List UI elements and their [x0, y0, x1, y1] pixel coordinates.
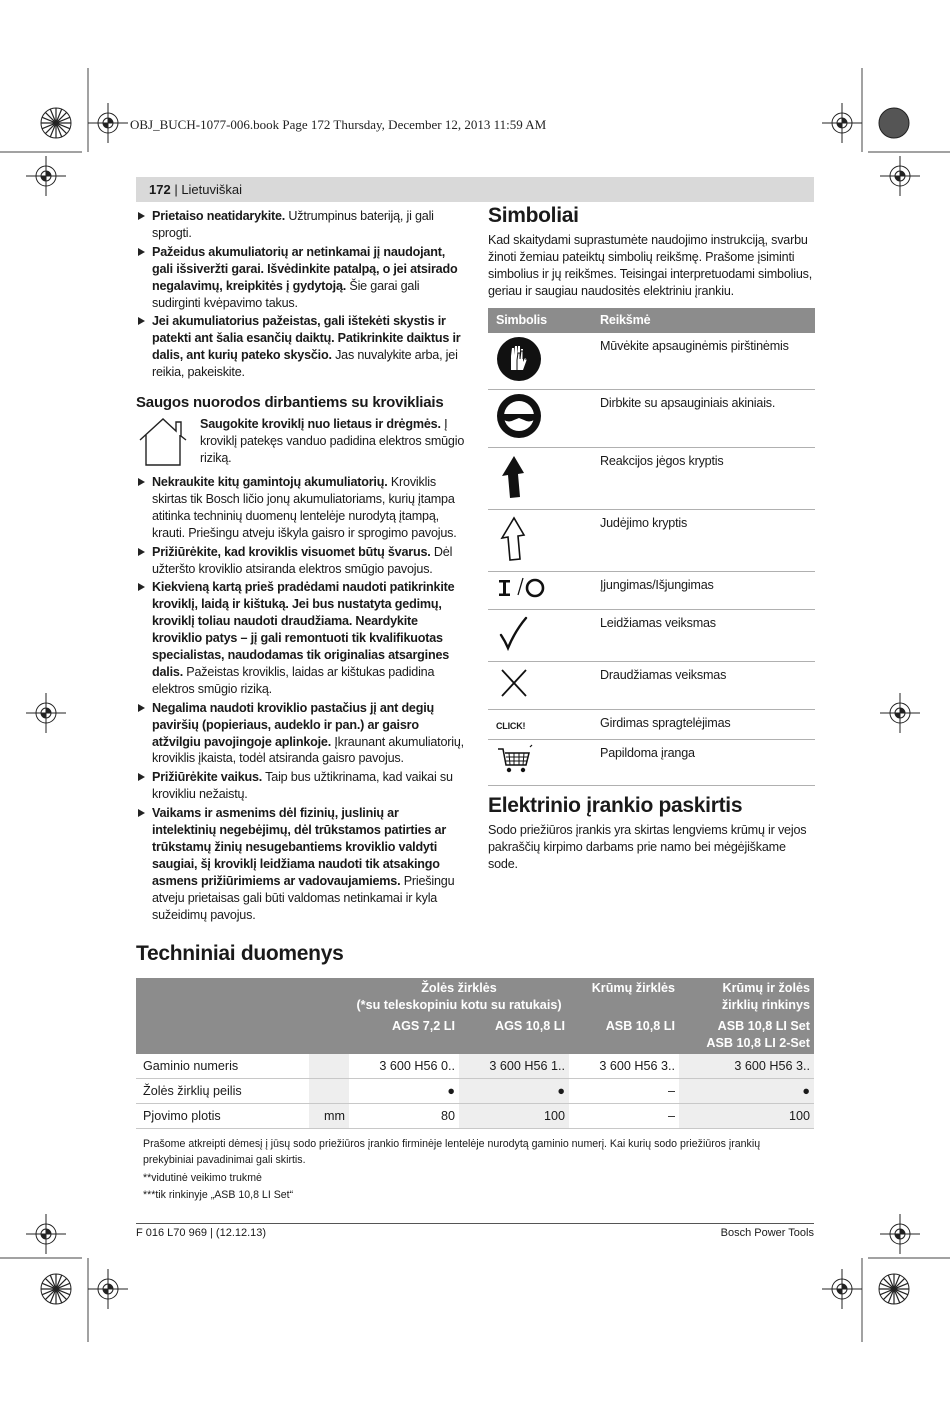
- row-label: Pjovimo plotis: [136, 1103, 309, 1128]
- bullet-arrow-icon: [138, 583, 145, 591]
- list-item: [136, 579, 466, 697]
- footer-brand: Bosch Power Tools: [720, 1227, 814, 1239]
- table-row: [136, 1054, 814, 1079]
- gloves-icon: [496, 336, 542, 382]
- note: Prašome atkreipti dėmesį į jūsų sodo priežiūros įrankio firminėje lentelėje nurodytą gaminio numerį. Kai kurių sodo priežiūros įrankių prekybiniai pavadinimai gali skirtis.: [143, 1138, 761, 1167]
- bullet-text: Pažeistas kroviklis, laidas ar kištukas padidina elektros smūgio riziką.: [152, 664, 435, 696]
- cell-value: 3 600 H56 3..: [569, 1054, 679, 1079]
- model-header: AGS 7,2 LI: [349, 1016, 459, 1054]
- tech-data-title: Techniniai duomenys: [136, 942, 344, 965]
- cell-value: ●: [459, 1078, 569, 1103]
- bullet-text: Įkraunant akumuliatorių, kroviklis įkaista, todėl atsiranda gaisro pavojus.: [152, 734, 464, 766]
- bullet-arrow-icon: [138, 548, 145, 556]
- bullet-bold: Jei akumuliatorius pažeistas, gali ištekėti skystis ir patekti ant šalia esančių daiktų. Patikrinkite daiktus ir dalis, ant kurių pateko skysčio.: [152, 314, 461, 363]
- bullet-arrow-icon: [138, 317, 145, 325]
- page-number: 172: [149, 182, 171, 197]
- footer-rule: [136, 1223, 814, 1224]
- symbol-meaning: Mūvėkite apsauginėmis pirštinėmis: [592, 333, 815, 390]
- bullet-arrow-icon: [138, 773, 145, 781]
- cart-icon: [496, 743, 536, 777]
- row-unit: [309, 1054, 349, 1079]
- table-row: [488, 448, 815, 510]
- left-column: [136, 208, 466, 926]
- grass-shears-sublabel: (*su teleskopiniu kotu su ratukais): [356, 997, 562, 1012]
- goggles-icon: [496, 393, 542, 439]
- purpose-text: Sodo priežiūros įrankis yra skirtas lengviems krūmų ir vejos pakraščių kirpimo darbams prie namo bei mėgėjiškame sode.: [488, 822, 807, 871]
- set-header: Krūmų ir žolės žirklių rinkinys: [679, 978, 814, 1016]
- header-empty: [136, 1016, 309, 1054]
- cell-value: 3 600 H56 0..: [349, 1054, 459, 1079]
- table-row: [488, 572, 815, 610]
- bullet-text: Šie garai gali sudirginti kvėpavimo takus.: [152, 278, 420, 310]
- bullet-text: Užtrumpinus bateriją, ji gali sprogti.: [152, 209, 434, 240]
- symbols-title: Simboliai: [488, 204, 579, 227]
- model-label: ASB 10,8 LI Set: [717, 1018, 810, 1033]
- symbol-meaning: Girdimas spragtelėjimas: [592, 709, 815, 739]
- table-row: [136, 1103, 814, 1128]
- cell-value: 3 600 H56 1..: [459, 1054, 569, 1079]
- note: **vidutinė veikimo trukmė: [143, 1171, 262, 1184]
- header-divider: |: [170, 182, 182, 197]
- model-header: ASB 10,8 LI: [569, 1016, 679, 1054]
- bullet-arrow-icon: [138, 478, 145, 486]
- bullet-arrow-icon: [138, 704, 145, 712]
- cell-value: –: [569, 1103, 679, 1128]
- list-item: [136, 208, 466, 242]
- page-header-band: [136, 177, 814, 202]
- bullet-text: Taip bus užtikrinama, kad vaikai su krovikliu nežaistų.: [152, 770, 453, 802]
- bullet-text: Priešingu atveju prietaisas gali būti valdomas netinkamai ir kyla sužeidimų pavojus.: [152, 873, 455, 922]
- bullet-bold: Prietaiso neatidarykite.: [152, 209, 286, 223]
- cell-value: –: [569, 1078, 679, 1103]
- note-bold: Saugokite kroviklį nuo lietaus ir drėgmės.: [200, 416, 441, 431]
- header-empty: [309, 978, 349, 1016]
- cell-value: 3 600 H56 3..: [679, 1054, 814, 1079]
- symbol-meaning: Reakcijos jėgos kryptis: [592, 448, 815, 510]
- purpose-title: Elektrinio įrankio paskirtis: [488, 793, 743, 817]
- table-row: [488, 333, 815, 390]
- row-label: Gaminio numeris: [136, 1054, 309, 1079]
- symbol-meaning: Dirbkite su apsauginiais akiniais.: [592, 390, 815, 448]
- symbol-meaning: Leidžiamas veiksmas: [592, 610, 815, 662]
- cell-value: 100: [679, 1103, 814, 1128]
- note: ***tik rinkinyje „ASB 10,8 LI Set“: [143, 1189, 294, 1202]
- symbols-table: [488, 308, 815, 786]
- list-item: [136, 769, 466, 803]
- cell-value: 100: [459, 1103, 569, 1128]
- header-empty: [309, 1016, 349, 1054]
- house-icon: [136, 416, 190, 468]
- note-text: Į kroviklį patekęs vanduo padidina elektros smūgio riziką.: [200, 416, 465, 465]
- bullet-bold: Pažeidus akumuliatorių ar netinkamai jį naudojant, gali išsiveržti garai. Išvėdinkite patalpą, o jei atsirado negalavimų, kreipkitės į gydytoją.: [152, 244, 458, 293]
- table-row: [488, 510, 815, 572]
- bullet-text: Dėl užteršto kroviklio atsiranda elektros smūgio pavojus.: [152, 544, 453, 576]
- print-header: OBJ_BUCH-1077-006.book Page 172 Thursday, December 12, 2013 11:59 AM: [130, 117, 547, 132]
- table-row: [136, 1078, 814, 1103]
- shrub-shears-header: Krūmų žirklės: [569, 978, 679, 1016]
- list-item: [136, 805, 466, 923]
- tech-notes: [143, 1136, 808, 1205]
- bullet-bold: Nekraukite kitų gamintojų akumuliatorių.: [152, 474, 388, 489]
- table-row: [488, 661, 815, 709]
- list-item: [136, 313, 466, 381]
- bullet-arrow-icon: [138, 248, 145, 256]
- movement-arrow-icon: [496, 513, 536, 563]
- row-unit: mm: [309, 1103, 349, 1128]
- list-item: [136, 544, 466, 578]
- table-row: [488, 390, 815, 448]
- symbol-meaning: Judėjimo kryptis: [592, 510, 815, 572]
- bullet-arrow-icon: [138, 809, 145, 817]
- bullet-bold: Negalima naudoti kroviklio pastačius jį ant degių paviršių (popieriaus, audeklo ir pan.) ar gaisro atžvilgiu pavojingoje aplinkoje.: [152, 700, 435, 749]
- check-icon: [496, 613, 536, 653]
- symbol-meaning: Papildoma įranga: [592, 739, 815, 785]
- list-item: [136, 474, 466, 542]
- table-row: [488, 739, 815, 785]
- click-icon: CLICK!: [496, 720, 526, 731]
- header-empty: [136, 978, 309, 1016]
- model-label: ASB 10,8 LI 2-Set: [706, 1035, 810, 1050]
- cell-value: ●: [679, 1078, 814, 1103]
- meaning-column-header: Reikšmė: [592, 308, 815, 333]
- row-label: Žolės žirklių peilis: [136, 1078, 309, 1103]
- list-item: [136, 700, 466, 768]
- right-column: [488, 204, 816, 872]
- tech-data-table: [136, 978, 814, 1129]
- symbol-meaning: Draudžiamas veiksmas: [592, 661, 815, 709]
- grass-shears-label: Žolės žirklės: [421, 981, 497, 995]
- list-item: [136, 244, 466, 312]
- bullet-text: Kroviklis skirtas tik Bosch ličio jonų akumuliatoriams, kurių įtampa atitinka techninių duomenų lentelėje nurodytą įtampą, krauti. Priešingu atveju iškyla gaisro ir sprogimo pavojus.: [152, 474, 457, 540]
- cell-value: ●: [349, 1078, 459, 1103]
- charger-safety-heading: Saugos nuorodos dirbantiems su krovikliais: [136, 394, 444, 412]
- symbol-meaning: Įjungimas/Išjungimas: [592, 572, 815, 610]
- bullet-arrow-icon: [138, 212, 145, 220]
- indoor-use-note: [136, 416, 466, 472]
- on-off-icon: [496, 575, 550, 601]
- symbols-intro: Kad skaitydami suprastumėte naudojimo instrukciją, svarbu žinoti žemiau pateiktų simbolių reikšmę. Prašome įsiminti simbolius ir jų reikšmes. Teisingai interpretuodami simbolius, geriau ir saugiau naudositės elektriniu įrankiu.: [488, 232, 813, 298]
- cross-icon: [496, 665, 536, 701]
- bullet-text: Jas nuvalykite arba, jei reikia, pakeiskite.: [152, 348, 458, 380]
- bullet-bold: Prižiūrėkite, kad kroviklis visuomet būtų švarus.: [152, 544, 431, 559]
- page-language: Lietuviškai: [181, 182, 243, 197]
- model-header: [679, 1016, 814, 1054]
- grass-shears-header: [349, 978, 569, 1016]
- bullet-bold: Prižiūrėkite vaikus.: [152, 770, 263, 785]
- cell-value: 80: [349, 1103, 459, 1128]
- symbol-column-header: Simbolis: [488, 308, 592, 333]
- reaction-arrow-icon: [496, 451, 536, 501]
- footer-doc-code: F 016 L70 969 | (12.12.13): [136, 1227, 267, 1239]
- table-row: [488, 610, 815, 662]
- bullet-bold: Vaikams ir asmenims dėl fizinių, juslinių ar intelektinių negebėjimų, dėl trūkstamos patirties ar trūkstamų žinių nesugebantiems kroviklio valdyti saugiai, šį kroviklį leidžiama naudoti tik atsakingo asmens prižiūrimiems ar vadovaujamiems.: [152, 806, 447, 888]
- row-unit: [309, 1078, 349, 1103]
- bullet-bold: Kiekvieną kartą prieš pradėdami naudoti patikrinkite kroviklį, laidą ir kištuką. Jei bus nustatyta gedimų, kroviklį toliau naudoti draudžiama. Neardykite kroviklio patys – jį gali remontuoti tik kvalifikuotas specialistas, naudodamas tik originalias atsargines dalis.: [152, 580, 455, 679]
- table-row: [488, 709, 815, 739]
- model-header: AGS 10,8 LI: [459, 1016, 569, 1054]
